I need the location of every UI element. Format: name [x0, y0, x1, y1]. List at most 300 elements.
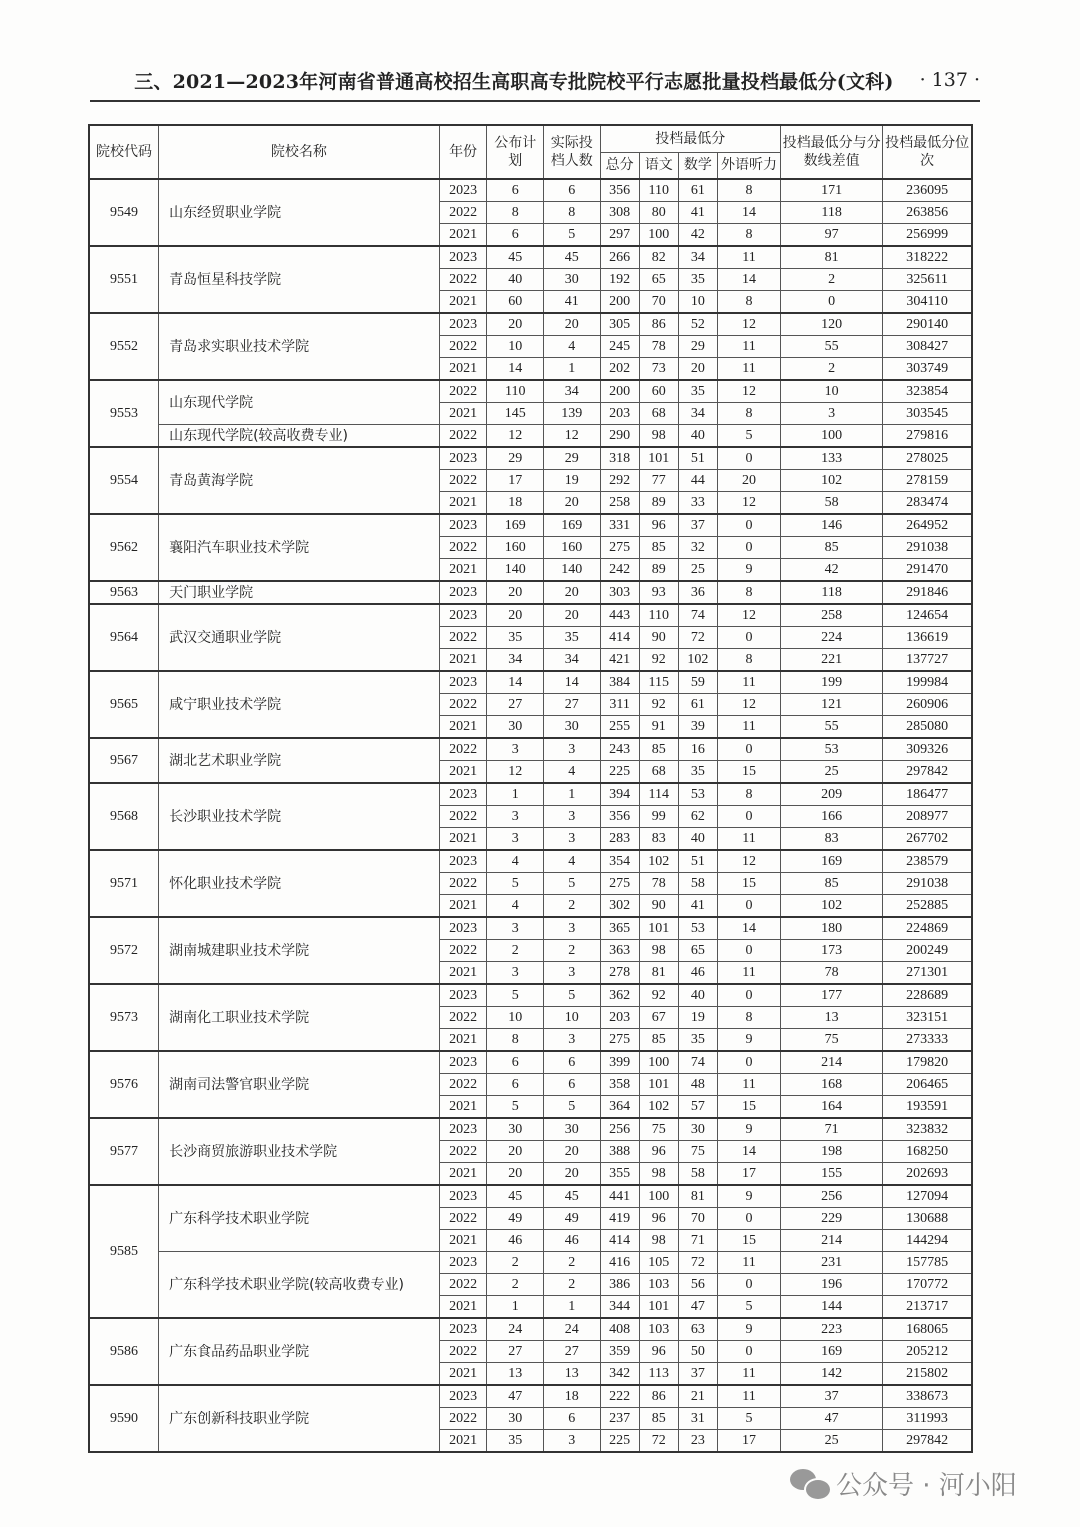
school-name: 湖南城建职业技术学院 [159, 917, 440, 984]
cell-total: 245 [600, 336, 639, 358]
cell-total: 303 [600, 581, 639, 604]
cell-foreign: 9 [717, 1029, 780, 1052]
cell-year: 2022 [439, 940, 487, 962]
cell-actual: 4 [544, 761, 601, 784]
cell-actual: 6 [544, 1074, 601, 1096]
cell-foreign: 9 [717, 1318, 780, 1341]
cell-chinese: 77 [639, 470, 678, 492]
cell-total: 358 [600, 1074, 639, 1096]
header-math: 数学 [678, 152, 717, 179]
cell-rank: 170772 [883, 1274, 972, 1296]
cell-actual: 5 [544, 984, 601, 1007]
cell-chinese: 60 [639, 380, 678, 403]
cell-total: 408 [600, 1318, 639, 1341]
cell-actual: 3 [544, 917, 601, 940]
cell-total: 394 [600, 783, 639, 806]
cell-total: 419 [600, 1208, 639, 1230]
cell-diff: 81 [781, 246, 883, 269]
cell-year: 2023 [439, 984, 487, 1007]
cell-rank: 291846 [883, 581, 972, 604]
cell-year: 2023 [439, 1051, 487, 1074]
cell-math: 19 [678, 1007, 717, 1029]
cell-foreign: 20 [717, 470, 780, 492]
cell-diff: 223 [781, 1318, 883, 1341]
school-name: 天门职业学院 [159, 581, 440, 604]
cell-foreign: 17 [717, 1430, 780, 1453]
cell-chinese: 100 [639, 1051, 678, 1074]
cell-actual: 30 [544, 269, 601, 291]
school-name: 广东科学技术职业学院 [159, 1185, 440, 1252]
school-name: 湖南司法警官职业学院 [159, 1051, 440, 1118]
cell-diff: 0 [781, 291, 883, 314]
cell-foreign: 0 [717, 1051, 780, 1074]
cell-diff: 85 [781, 537, 883, 559]
cell-math: 61 [678, 694, 717, 716]
cell-actual: 10 [544, 1007, 601, 1029]
cell-year: 2022 [439, 1274, 487, 1296]
cell-rank: 157785 [883, 1252, 972, 1274]
cell-year: 2022 [439, 537, 487, 559]
cell-year: 2022 [439, 1408, 487, 1430]
cell-rank: 323832 [883, 1118, 972, 1141]
school-name: 咸宁职业技术学院 [159, 671, 440, 738]
cell-math: 48 [678, 1074, 717, 1096]
cell-plan: 34 [487, 649, 544, 672]
cell-plan: 20 [487, 313, 544, 336]
cell-total: 384 [600, 671, 639, 694]
cell-diff: 164 [781, 1096, 883, 1119]
cell-foreign: 0 [717, 447, 780, 470]
cell-rank: 200249 [883, 940, 972, 962]
cell-chinese: 65 [639, 269, 678, 291]
cell-chinese: 96 [639, 1208, 678, 1230]
cell-foreign: 5 [717, 425, 780, 448]
cell-plan: 1 [487, 783, 544, 806]
cell-plan: 2 [487, 1274, 544, 1296]
cell-plan: 3 [487, 917, 544, 940]
cell-year: 2022 [439, 269, 487, 291]
cell-diff: 256 [781, 1185, 883, 1208]
cell-foreign: 9 [717, 559, 780, 582]
cell-foreign: 12 [717, 694, 780, 716]
cell-actual: 30 [544, 716, 601, 739]
cell-actual: 1 [544, 358, 601, 381]
cell-actual: 3 [544, 738, 601, 761]
cell-chinese: 98 [639, 940, 678, 962]
cell-actual: 6 [544, 1408, 601, 1430]
cell-actual: 2 [544, 1274, 601, 1296]
cell-rank: 297842 [883, 1430, 972, 1453]
cell-foreign: 0 [717, 1341, 780, 1363]
cell-chinese: 72 [639, 1430, 678, 1453]
cell-foreign: 8 [717, 1007, 780, 1029]
cell-plan: 6 [487, 224, 544, 247]
cell-math: 61 [678, 179, 717, 202]
cell-rank: 309326 [883, 738, 972, 761]
cell-total: 356 [600, 806, 639, 828]
cell-year: 2022 [439, 738, 487, 761]
header-year: 年份 [439, 125, 487, 179]
cell-year: 2021 [439, 895, 487, 918]
table-row [89, 425, 972, 448]
cell-total: 344 [600, 1296, 639, 1319]
cell-diff: 180 [781, 917, 883, 940]
cell-foreign: 15 [717, 761, 780, 784]
cell-year: 2022 [439, 1074, 487, 1096]
cell-foreign: 11 [717, 358, 780, 381]
cell-foreign: 0 [717, 984, 780, 1007]
cell-foreign: 8 [717, 291, 780, 314]
cell-foreign: 8 [717, 403, 780, 425]
cell-total: 399 [600, 1051, 639, 1074]
table-row [89, 581, 972, 604]
cell-year: 2021 [439, 1430, 487, 1453]
cell-year: 2021 [439, 1096, 487, 1119]
school-name: 青岛黄海学院 [159, 447, 440, 514]
cell-foreign: 0 [717, 627, 780, 649]
cell-total: 331 [600, 514, 639, 537]
cell-total: 243 [600, 738, 639, 761]
cell-total: 275 [600, 873, 639, 895]
cell-chinese: 102 [639, 850, 678, 873]
cell-diff: 71 [781, 1118, 883, 1141]
cell-chinese: 114 [639, 783, 678, 806]
cell-plan: 47 [487, 1385, 544, 1408]
cell-math: 71 [678, 1230, 717, 1252]
cell-diff: 144 [781, 1296, 883, 1319]
cell-chinese: 86 [639, 313, 678, 336]
cell-plan: 13 [487, 1363, 544, 1386]
cell-foreign: 12 [717, 850, 780, 873]
cell-foreign: 8 [717, 224, 780, 247]
cell-year: 2021 [439, 559, 487, 582]
cell-plan: 14 [487, 358, 544, 381]
cell-foreign: 9 [717, 1185, 780, 1208]
cell-diff: 214 [781, 1051, 883, 1074]
cell-rank: 283474 [883, 492, 972, 515]
cell-foreign: 14 [717, 1141, 780, 1163]
cell-actual: 35 [544, 627, 601, 649]
cell-rank: 308427 [883, 336, 972, 358]
school-name: 武汉交通职业学院 [159, 604, 440, 671]
cell-year: 2023 [439, 1252, 487, 1274]
school-code: 9552 [89, 313, 159, 380]
header-diff: 投档最低分与分数线差值 [781, 125, 883, 179]
school-name: 湖北艺术职业学院 [159, 738, 440, 783]
school-name: 长沙职业技术学院 [159, 783, 440, 850]
cell-chinese: 103 [639, 1318, 678, 1341]
cell-chinese: 110 [639, 179, 678, 202]
cell-chinese: 101 [639, 1074, 678, 1096]
cell-math: 35 [678, 269, 717, 291]
cell-rank: 264952 [883, 514, 972, 537]
cell-math: 20 [678, 358, 717, 381]
cell-year: 2021 [439, 1029, 487, 1052]
cell-math: 41 [678, 895, 717, 918]
cell-rank: 279816 [883, 425, 972, 448]
cell-diff: 169 [781, 850, 883, 873]
cell-chinese: 90 [639, 627, 678, 649]
cell-diff: 199 [781, 671, 883, 694]
cell-actual: 3 [544, 806, 601, 828]
cell-plan: 5 [487, 873, 544, 895]
cell-foreign: 5 [717, 1296, 780, 1319]
cell-actual: 46 [544, 1230, 601, 1252]
cell-total: 388 [600, 1141, 639, 1163]
cell-actual: 29 [544, 447, 601, 470]
cell-total: 200 [600, 380, 639, 403]
cell-diff: 224 [781, 627, 883, 649]
cell-year: 2022 [439, 694, 487, 716]
cell-math: 72 [678, 627, 717, 649]
cell-math: 31 [678, 1408, 717, 1430]
cell-year: 2023 [439, 783, 487, 806]
cell-year: 2022 [439, 336, 487, 358]
cell-diff: 25 [781, 761, 883, 784]
cell-actual: 6 [544, 1051, 601, 1074]
cell-foreign: 8 [717, 179, 780, 202]
cell-total: 318 [600, 447, 639, 470]
cell-plan: 45 [487, 246, 544, 269]
cell-chinese: 85 [639, 738, 678, 761]
cell-diff: 25 [781, 1430, 883, 1453]
cell-plan: 20 [487, 581, 544, 604]
cell-rank: 267702 [883, 828, 972, 851]
cell-diff: 133 [781, 447, 883, 470]
cell-actual: 45 [544, 1185, 601, 1208]
cell-actual: 14 [544, 671, 601, 694]
cell-total: 302 [600, 895, 639, 918]
cell-math: 44 [678, 470, 717, 492]
cell-diff: 55 [781, 716, 883, 739]
cell-foreign: 12 [717, 604, 780, 627]
cell-actual: 45 [544, 246, 601, 269]
cell-math: 53 [678, 917, 717, 940]
cell-chinese: 96 [639, 1141, 678, 1163]
cell-year: 2022 [439, 1208, 487, 1230]
cell-total: 365 [600, 917, 639, 940]
cell-rank: 278025 [883, 447, 972, 470]
cell-year: 2022 [439, 627, 487, 649]
cell-math: 47 [678, 1296, 717, 1319]
cell-math: 34 [678, 246, 717, 269]
header-plan: 公布计划 [487, 125, 544, 179]
cell-math: 70 [678, 1208, 717, 1230]
cell-math: 74 [678, 1051, 717, 1074]
cell-chinese: 85 [639, 1029, 678, 1052]
school-code: 9576 [89, 1051, 159, 1118]
cell-chinese: 83 [639, 828, 678, 851]
cell-total: 202 [600, 358, 639, 381]
table-row [89, 1318, 972, 1341]
cell-rank: 213717 [883, 1296, 972, 1319]
table-row [89, 1185, 972, 1208]
cell-year: 2022 [439, 806, 487, 828]
cell-total: 355 [600, 1163, 639, 1186]
table-row [89, 1385, 972, 1408]
cell-actual: 5 [544, 873, 601, 895]
table-row [89, 917, 972, 940]
cell-total: 290 [600, 425, 639, 448]
cell-math: 35 [678, 761, 717, 784]
cell-total: 441 [600, 1185, 639, 1208]
cell-actual: 27 [544, 694, 601, 716]
cell-actual: 13 [544, 1363, 601, 1386]
cell-rank: 228689 [883, 984, 972, 1007]
cell-math: 23 [678, 1430, 717, 1453]
cell-math: 37 [678, 1363, 717, 1386]
cell-rank: 130688 [883, 1208, 972, 1230]
cell-plan: 110 [487, 380, 544, 403]
cell-math: 37 [678, 514, 717, 537]
cell-plan: 27 [487, 694, 544, 716]
cell-year: 2021 [439, 828, 487, 851]
cell-foreign: 11 [717, 1074, 780, 1096]
school-name: 山东现代学院 [159, 380, 440, 425]
school-code: 9577 [89, 1118, 159, 1185]
cell-year: 2023 [439, 604, 487, 627]
cell-total: 362 [600, 984, 639, 1007]
cell-plan: 160 [487, 537, 544, 559]
cell-total: 237 [600, 1408, 639, 1430]
cell-chinese: 102 [639, 1096, 678, 1119]
cell-rank: 285080 [883, 716, 972, 739]
cell-rank: 206465 [883, 1074, 972, 1096]
cell-math: 53 [678, 783, 717, 806]
table-row [89, 447, 972, 470]
cell-diff: 177 [781, 984, 883, 1007]
cell-foreign: 11 [717, 246, 780, 269]
cell-rank: 168065 [883, 1318, 972, 1341]
cell-total: 416 [600, 1252, 639, 1274]
cell-foreign: 17 [717, 1163, 780, 1186]
cell-total: 421 [600, 649, 639, 672]
cell-rank: 311993 [883, 1408, 972, 1430]
cell-year: 2023 [439, 313, 487, 336]
table-row [89, 604, 972, 627]
cell-rank: 325611 [883, 269, 972, 291]
cell-total: 266 [600, 246, 639, 269]
cell-math: 16 [678, 738, 717, 761]
cell-actual: 2 [544, 895, 601, 918]
cell-foreign: 0 [717, 738, 780, 761]
cell-total: 342 [600, 1363, 639, 1386]
cell-actual: 49 [544, 1208, 601, 1230]
cell-plan: 60 [487, 291, 544, 314]
cell-chinese: 78 [639, 873, 678, 895]
cell-chinese: 67 [639, 1007, 678, 1029]
cell-total: 297 [600, 224, 639, 247]
cell-diff: 3 [781, 403, 883, 425]
cell-rank: 303749 [883, 358, 972, 381]
cell-foreign: 11 [717, 671, 780, 694]
cell-diff: 169 [781, 1341, 883, 1363]
cell-foreign: 0 [717, 514, 780, 537]
cell-total: 222 [600, 1385, 639, 1408]
cell-chinese: 73 [639, 358, 678, 381]
cell-actual: 5 [544, 224, 601, 247]
cell-rank: 208977 [883, 806, 972, 828]
cell-plan: 35 [487, 627, 544, 649]
cell-diff: 97 [781, 224, 883, 247]
cell-plan: 5 [487, 1096, 544, 1119]
cell-chinese: 93 [639, 581, 678, 604]
cell-year: 2022 [439, 1341, 487, 1363]
cell-rank: 215802 [883, 1363, 972, 1386]
cell-total: 256 [600, 1118, 639, 1141]
cell-chinese: 68 [639, 403, 678, 425]
cell-total: 386 [600, 1274, 639, 1296]
table-row [89, 179, 972, 202]
cell-plan: 10 [487, 1007, 544, 1029]
cell-plan: 30 [487, 1408, 544, 1430]
cell-diff: 102 [781, 470, 883, 492]
cell-plan: 2 [487, 1252, 544, 1274]
cell-foreign: 14 [717, 202, 780, 224]
cell-math: 30 [678, 1118, 717, 1141]
table-row [89, 313, 972, 336]
cell-foreign: 11 [717, 336, 780, 358]
cell-chinese: 85 [639, 537, 678, 559]
cell-rank: 303545 [883, 403, 972, 425]
cell-actual: 160 [544, 537, 601, 559]
cell-math: 51 [678, 447, 717, 470]
cell-foreign: 0 [717, 940, 780, 962]
cell-actual: 2 [544, 940, 601, 962]
header-foreign: 外语听力 [717, 152, 780, 179]
cell-math: 35 [678, 380, 717, 403]
cell-diff: 196 [781, 1274, 883, 1296]
school-name: 青岛恒星科技学院 [159, 246, 440, 313]
cell-plan: 40 [487, 269, 544, 291]
cell-year: 2023 [439, 447, 487, 470]
cell-total: 225 [600, 761, 639, 784]
cell-year: 2021 [439, 761, 487, 784]
cell-total: 414 [600, 627, 639, 649]
school-name: 广东科学技术职业学院(较高收费专业) [159, 1252, 440, 1319]
cell-plan: 8 [487, 202, 544, 224]
table-row [89, 1118, 972, 1141]
cell-foreign: 0 [717, 895, 780, 918]
footer-text: 公众号 · 河小阳 [836, 1471, 1017, 1501]
cell-diff: 102 [781, 895, 883, 918]
cell-chinese: 100 [639, 1185, 678, 1208]
cell-chinese: 103 [639, 1274, 678, 1296]
cell-diff: 173 [781, 940, 883, 962]
cell-actual: 20 [544, 1141, 601, 1163]
footer-watermark [790, 1465, 1017, 1502]
cell-chinese: 101 [639, 917, 678, 940]
cell-rank: 291038 [883, 537, 972, 559]
cell-actual: 140 [544, 559, 601, 582]
cell-plan: 1 [487, 1296, 544, 1319]
cell-year: 2021 [439, 1230, 487, 1252]
cell-chinese: 85 [639, 1408, 678, 1430]
page-header [90, 62, 980, 98]
cell-actual: 20 [544, 581, 601, 604]
cell-foreign: 11 [717, 1385, 780, 1408]
cell-rank: 124654 [883, 604, 972, 627]
cell-diff: 146 [781, 514, 883, 537]
cell-rank: 199984 [883, 671, 972, 694]
cell-plan: 5 [487, 984, 544, 1007]
cell-diff: 214 [781, 1230, 883, 1252]
cell-rank: 136619 [883, 627, 972, 649]
school-code: 9551 [89, 246, 159, 313]
cell-foreign: 11 [717, 716, 780, 739]
cell-actual: 169 [544, 514, 601, 537]
cell-year: 2021 [439, 358, 487, 381]
